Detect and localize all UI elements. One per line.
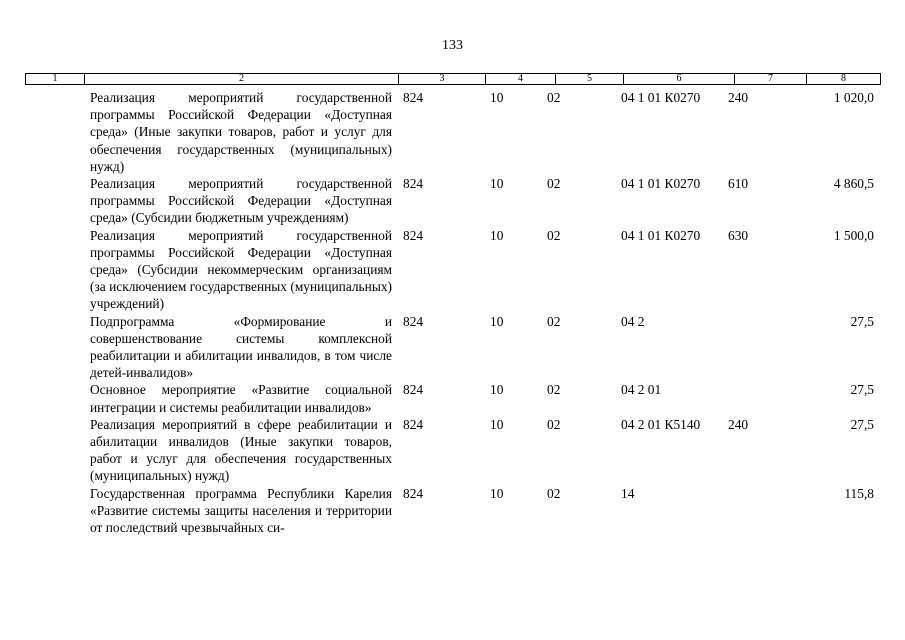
row-col-6: 04 2 01: [621, 382, 662, 398]
row-col-7: 240: [728, 90, 749, 105]
row-description: Государственная программа Республики Карелия «Развитие системы защиты населения и территории от последствий чрезвычайных си-: [90, 485, 392, 536]
row-col-8: 1 020,0: [833, 90, 874, 105]
row-col-3: 824: [403, 416, 424, 432]
row-col-6: 04 1 01 К0270: [621, 227, 701, 243]
row-col-6: 04 2 01 К5140: [621, 416, 701, 432]
header-col-6: 6: [624, 74, 735, 84]
row-description: Подпрограмма «Формирование и совершенствование системы комплексной реабилитации и абилитации инвалидов, в том числе детей-инвалидов»: [90, 313, 392, 381]
row-col-5: 02: [547, 416, 561, 432]
header-col-8: 8: [807, 74, 881, 84]
row-col-4: 10: [490, 227, 504, 243]
row-col-8: 115,8: [844, 485, 874, 501]
header-col-3: 3: [399, 74, 486, 84]
row-col-5: 02: [547, 176, 561, 192]
table-row: [0, 416, 905, 485]
table-row: [0, 175, 905, 227]
row-col-6: 14: [621, 485, 635, 501]
table-body: [0, 89, 905, 536]
row-col-5: 02: [547, 382, 561, 398]
row-col-6: 04 1 01 К0270: [621, 176, 701, 192]
page-number: 133: [442, 38, 463, 53]
row-col-5: 02: [547, 227, 561, 243]
header-col-7: 7: [735, 74, 807, 84]
row-col-7: 610: [728, 176, 749, 192]
row-col-4: 10: [490, 382, 504, 398]
row-col-3: 824: [403, 90, 424, 105]
row-col-3: 824: [403, 227, 424, 243]
table-row: [0, 485, 905, 537]
header-col-5: 5: [556, 74, 624, 84]
header-col-4: 4: [486, 74, 556, 84]
row-col-4: 10: [490, 176, 504, 192]
row-description: Реализация мероприятий государственной программы Российской Федерации «Доступная среда» (Субсидии бюджетным учреждениям): [90, 176, 392, 226]
row-col-4: 10: [490, 313, 504, 329]
row-description: Основное мероприятие «Развитие социальной интеграции и системы реабилитации инвалидов»: [90, 382, 392, 415]
table-row: [0, 89, 905, 175]
table-row: [0, 313, 905, 382]
row-col-8: 27,5: [850, 313, 874, 329]
row-col-7: 630: [728, 227, 749, 243]
row-col-8: 27,5: [850, 416, 874, 432]
row-col-4: 10: [490, 416, 504, 432]
header-col-2: 2: [85, 74, 399, 84]
row-col-8: 1 500,0: [833, 227, 874, 243]
header-col-1: 1: [26, 74, 85, 84]
row-col-6: 04 2: [621, 313, 645, 329]
row-col-4: 10: [490, 485, 504, 501]
row-description: Реализация мероприятий государственной программы Российской Федерации «Доступная среда» (Субсидии некоммерческим организациям (за исключением государственных (муниципальных) учреждений): [90, 227, 392, 312]
row-col-3: 824: [403, 176, 424, 192]
row-col-5: 02: [547, 313, 561, 329]
row-col-5: 02: [547, 485, 561, 501]
row-description: Реализация мероприятий государственной программы Российской Федерации «Доступная среда» (Иные закупки товаров, работ и услуг для обеспечения государственных (муниципальных) нужд): [90, 90, 392, 174]
row-col-4: 10: [490, 90, 504, 105]
table-row: [0, 227, 905, 313]
table-header: [25, 73, 881, 85]
row-col-3: 824: [403, 382, 424, 398]
row-col-8: 4 860,5: [833, 176, 874, 192]
table-row: [0, 381, 905, 415]
row-col-3: 824: [403, 313, 424, 329]
row-col-8: 27,5: [850, 382, 874, 398]
row-col-5: 02: [547, 90, 561, 105]
row-col-7: 240: [728, 416, 749, 432]
row-col-6: 04 1 01 К0270: [621, 90, 701, 105]
row-description: Реализация мероприятий в сфере реабилитации и абилитации инвалидов (Иные закупки товаров, работ и услуг для обеспечения государственных (муниципальных) нужд): [90, 416, 392, 484]
row-col-3: 824: [403, 485, 424, 501]
